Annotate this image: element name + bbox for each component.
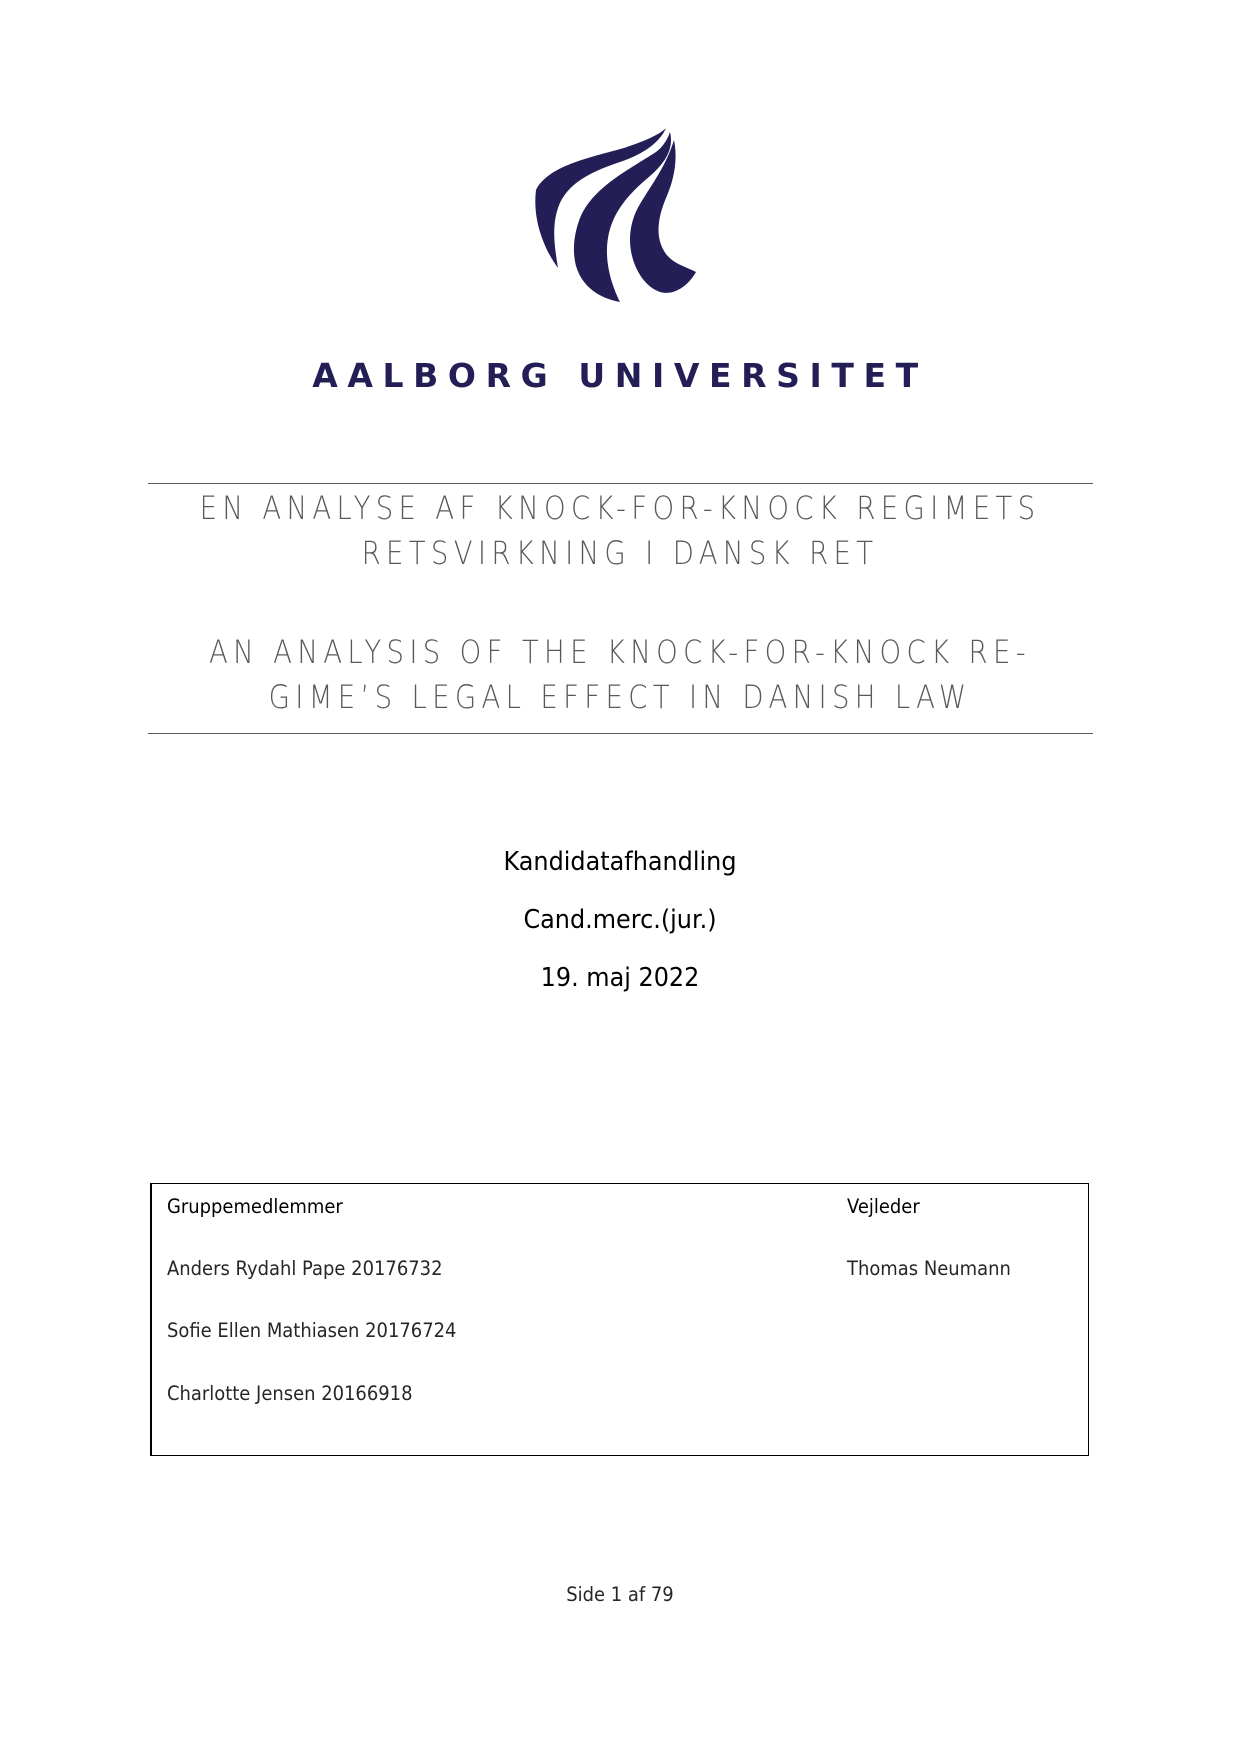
- group-info-table: [150, 1183, 1089, 1456]
- supervisor-name: Thomas Neumann: [847, 1257, 1011, 1280]
- university-name: AALBORG UNIVERSITET: [312, 356, 928, 395]
- group-member: Anders Rydahl Pape 20176732: [167, 1257, 443, 1280]
- members-header: Gruppemedlemmer: [167, 1195, 343, 1218]
- group-member: Sofie Ellen Mathiasen 20176724: [167, 1319, 457, 1342]
- danish-title-line-1: EN ANALYSE AF KNOCK-FOR-KNOCK REGIMETS: [199, 489, 1041, 527]
- supervisor-header: Vejleder: [847, 1195, 920, 1218]
- title-bottom-rule: [148, 733, 1093, 734]
- page-number: Side 1 af 79: [566, 1583, 674, 1606]
- university-logo: [528, 126, 698, 302]
- group-member: Charlotte Jensen 20166918: [167, 1382, 413, 1405]
- danish-title-line-2: RETSVIRKNING I DANSK RET: [361, 534, 879, 572]
- aalborg-wave-logo-icon: [528, 126, 698, 302]
- programme-name: Cand.merc.(jur.): [523, 905, 717, 935]
- submission-date: 19. maj 2022: [540, 963, 700, 993]
- english-title-line-2: GIME’S LEGAL EFFECT IN DANISH LAW: [268, 678, 972, 716]
- english-title-line-1: AN ANALYSIS OF THE KNOCK-FOR-KNOCK RE-: [209, 633, 1031, 671]
- thesis-type: Kandidatafhandling: [503, 847, 737, 877]
- title-top-rule: [148, 483, 1093, 484]
